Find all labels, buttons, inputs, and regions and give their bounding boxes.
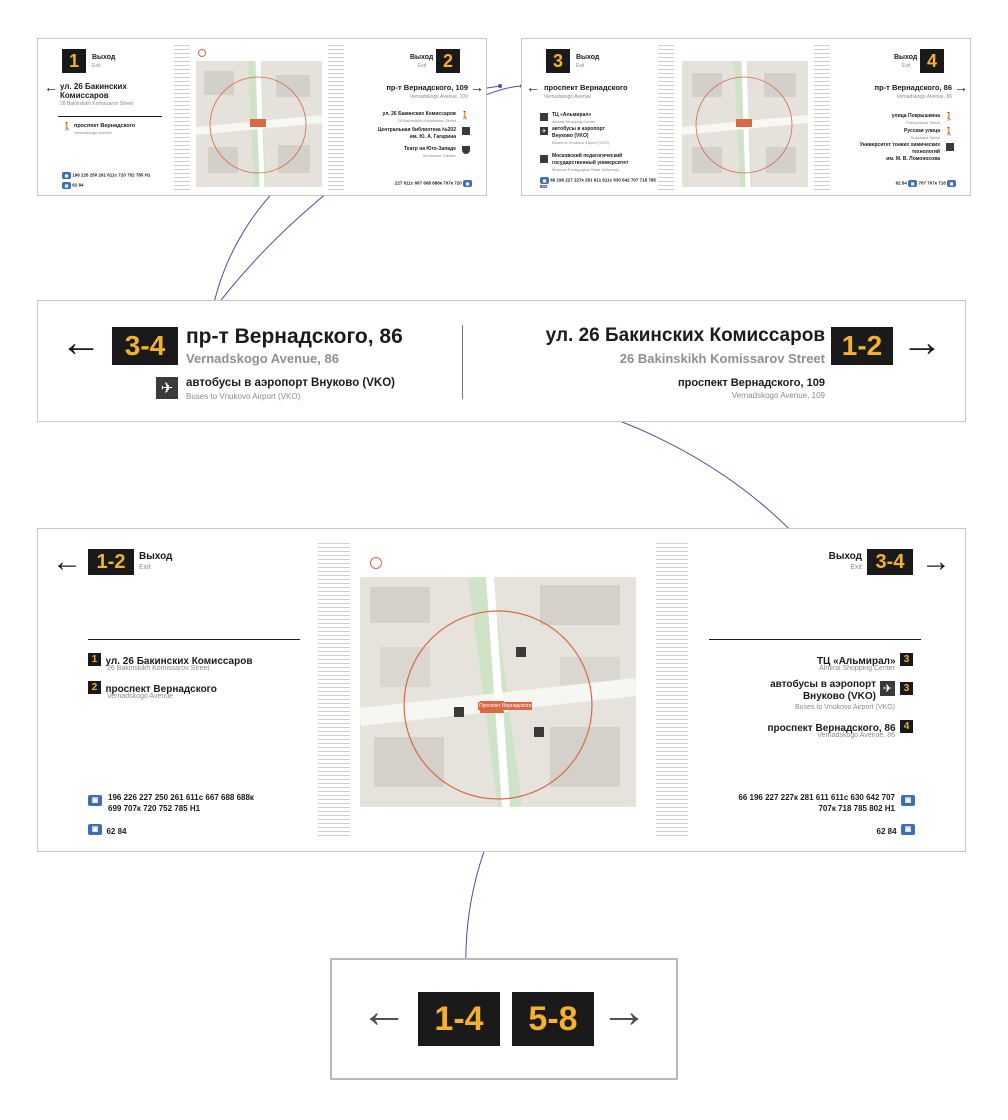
arrow-left-icon: ←	[44, 79, 58, 95]
poi-2-line-2: им. Ю. А. Гагарина	[409, 134, 456, 140]
street-index-list	[656, 543, 688, 839]
street-name: ул. 26 Бакинских Комиссаров	[60, 82, 127, 100]
exit-title-lat: Exit	[92, 63, 101, 69]
walk-icon: 🚶	[62, 122, 72, 131]
street-index-list	[814, 45, 830, 191]
arrow-right-icon: →	[954, 79, 968, 95]
poi-3: Московский педагогический	[552, 153, 623, 159]
right-poi: проспект Вернадского, 109	[678, 377, 825, 389]
poi-2-lat: Buses to Vnukovo Airport (VKO)	[552, 140, 610, 145]
bus-icon: ▣	[463, 180, 472, 187]
poi-2: Центральная библиотека №202	[377, 127, 456, 133]
exit-number-badge: 3	[900, 682, 913, 695]
poi-3-lat: Moscow Pedagogical State University	[552, 167, 619, 172]
direction-sign-panel	[37, 300, 966, 422]
exit-title: Выход	[894, 54, 918, 61]
airplane-icon: ✈	[541, 128, 547, 135]
poi-3-line-3: им. М. В. Ломоносова	[886, 156, 940, 162]
bus-routes-row: ▣ 66 196 227 227к 281 611 611с 630 642 707 718 785 802	[540, 177, 656, 189]
trolleybus-icon: ▣	[908, 180, 917, 187]
trolley-routes-row: ▣ 62 84	[62, 182, 84, 189]
university-icon	[540, 155, 548, 163]
exit-number-badge: 1	[62, 49, 86, 73]
divider	[58, 116, 162, 117]
street-index-list	[658, 45, 674, 191]
poi-1-lat: Almiral Shopping Center	[552, 119, 596, 124]
university-icon	[946, 143, 954, 151]
poi-label: проспект Вернадского	[74, 123, 136, 129]
exit-item-1-label: ТЦ «Альмирал»	[816, 656, 896, 667]
shop-icon	[540, 113, 548, 121]
street-name: пр-т Вернадского, 86	[874, 83, 952, 92]
street-name-lat: Vernadskogo Avenue	[544, 94, 592, 100]
bus-routes-row: ▣ 196 226 250 261 611с 720 752 785 Н1	[62, 172, 150, 179]
left-street-name: пр-т Вернадского, 86	[186, 325, 403, 348]
exit-range-badge: 1-2	[88, 549, 134, 575]
platform-range-badge: 5-8	[512, 992, 594, 1046]
exit-item-2-label: проспект Вернадского	[105, 684, 217, 695]
street-name-lat: Vernadskogo Avenue, 109	[409, 94, 468, 100]
left-street-name-lat: Vernadskogo Avenue, 86	[186, 351, 339, 366]
exit-number-badge: 3	[546, 49, 570, 73]
exit-range-badge: 3-4	[112, 327, 178, 365]
right-street-name: ул. 26 Бакинских Комиссаров	[545, 325, 825, 346]
poi-1: ул. 26 Бакинских Комиссаров	[382, 111, 456, 117]
map-station-label: Проспект Вернадского	[479, 703, 532, 709]
bus-routes-row: 62 84 ▣ 707 707к 718 ▣	[896, 180, 956, 187]
bus-icon: ▣	[947, 180, 956, 187]
arrow-right-icon: →	[470, 79, 484, 95]
trolley-routes: ▣ 62 84	[88, 821, 126, 839]
trolley-routes: 62 84 ▣	[877, 821, 915, 839]
arrow-left-icon: ←	[60, 318, 102, 365]
street-name: проспект Вернадского	[544, 83, 628, 92]
walk-icon: 🚶	[944, 127, 954, 136]
right-street-name-lat: 26 Bakinskikh Komissarov Street	[619, 351, 825, 366]
exit-title-lat: Exit	[139, 564, 151, 571]
arrow-left-icon: ←	[360, 985, 408, 1038]
platform-range-badge: 1-4	[418, 992, 500, 1046]
exit-title: Выход	[139, 551, 173, 562]
street-index-list	[328, 45, 344, 191]
poi-2: автобусы в аэропорт	[552, 126, 605, 132]
street-name: пр-т Вернадского, 109	[386, 83, 468, 92]
trolleybus-icon: ▣	[62, 182, 71, 189]
divider	[709, 639, 921, 640]
exit-item-2-label-line-2: Внуково (VKO)	[802, 691, 876, 702]
arrow-right-icon: →	[921, 545, 951, 578]
exit-item-1-lat: Almiral Shopping Center	[819, 665, 895, 672]
left-poi: автобусы в аэропорт Внуково (VKO)	[186, 377, 396, 389]
bus-icon: ▣	[540, 177, 549, 184]
exit-number-badge: 4	[900, 720, 913, 733]
trolleybus-icon: ▣	[901, 824, 915, 835]
poi-1-lat: 26 Bakinskikh Komissarov Street	[397, 118, 456, 123]
exit-item-2-label: автобусы в аэропорт	[770, 679, 876, 690]
area-map	[196, 61, 322, 187]
exit-sign-3-4-panel	[521, 38, 971, 196]
right-poi-lat: Vernadskogo Avenue, 109	[731, 391, 825, 400]
north-marker-icon	[198, 49, 206, 57]
bus-routes-line-1: 66 196 227 227к 281 611 611с 630 642 707	[738, 793, 895, 802]
center-divider	[462, 325, 463, 399]
poi-1-lat: Pokryshkina Street	[906, 120, 940, 125]
poi-1: ТЦ «Альмирал»	[552, 112, 592, 118]
exit-number-badge: 3	[900, 653, 913, 666]
left-poi-lat: Buses to Vnukovo Airport (VKO)	[186, 392, 301, 401]
arrow-right-icon: →	[901, 318, 943, 365]
bus-routes-line-1: 196 226 227 250 261 611с 667 688 688к	[108, 793, 254, 802]
poi-2-line-2: Внуково (VKO)	[552, 133, 589, 139]
airplane-icon: ✈	[880, 681, 895, 696]
exit-title: Выход	[828, 551, 862, 562]
poi-3: Театр на Юго-Западе	[403, 146, 456, 152]
exit-item-3-label: проспект Вернадского, 86	[767, 723, 896, 734]
exit-item-3-lat: Vernadskogo Avenue, 86	[817, 732, 895, 739]
exit-range-badge: 1-2	[831, 327, 893, 365]
platform-direction-sign-panel	[330, 958, 678, 1080]
arrow-left-icon: ←	[52, 545, 82, 578]
bus-routes-line-2: 699 707к 720 752 785 Н1	[108, 804, 201, 813]
airplane-icon: ✈	[156, 377, 178, 399]
exit-number-badge: 2	[88, 681, 101, 694]
exit-title: Выход	[410, 54, 434, 61]
map-graphic	[360, 577, 636, 807]
exit-title: Выход	[576, 54, 600, 61]
exit-title-lat: Exit	[850, 564, 862, 571]
exit-number-badge: 2	[436, 49, 460, 73]
walk-icon: 🚶	[944, 112, 954, 121]
street-name-lat: Vernadskogo Avenue, 86	[896, 94, 952, 100]
exit-item-1-lat: 26 Bakinskikh Komissarov Street	[107, 665, 210, 672]
exit-range-badge: 3-4	[867, 549, 913, 575]
arrow-right-icon: →	[600, 985, 648, 1038]
trolleybus-icon: ▣	[88, 824, 102, 835]
poi-1: улица Покрышкина	[891, 113, 940, 119]
bus-icon: ▣	[62, 172, 71, 179]
map-graphic	[682, 61, 808, 187]
poi-label-lat: Vernadskogo Avenue	[74, 130, 112, 135]
exit-item-1-label: ул. 26 Бакинских Комиссаров	[105, 656, 253, 667]
bus-routes-line-2: 707к 718 785 802 Н1	[818, 804, 895, 813]
poi-2-lat: Russkaya Street	[910, 135, 940, 140]
area-map	[682, 61, 808, 187]
exit-title-lat: Exit	[418, 63, 427, 69]
walk-icon: 🚶	[460, 111, 470, 120]
street-index-list	[318, 543, 350, 839]
exit-item-2-lat: Vernadskogo Avenue	[107, 693, 174, 700]
divider	[88, 639, 300, 640]
exit-title-lat: Exit	[576, 63, 585, 69]
poi-3-line-2: государственный университет	[552, 160, 629, 166]
bus-icon: ▣	[88, 795, 102, 806]
exit-sign-1-2-panel	[37, 38, 487, 196]
exit-number-badge: 1	[88, 653, 101, 666]
exit-title-lat: Exit	[902, 63, 911, 69]
poi-3: Университет тонких химических	[859, 142, 940, 148]
street-index-list	[174, 45, 190, 191]
arrow-left-icon: ←	[526, 79, 540, 95]
poi-3-line-2: технологий	[911, 149, 940, 155]
poi-3-lat: Southwest Theater	[422, 153, 456, 158]
north-marker-icon	[370, 557, 382, 569]
area-map	[360, 577, 636, 807]
exit-title: Выход	[92, 54, 116, 61]
poi-2: Русская улица	[903, 128, 940, 134]
map-graphic	[196, 61, 322, 187]
exit-number-badge: 4	[920, 49, 944, 73]
theater-icon	[462, 146, 470, 154]
library-icon	[462, 127, 470, 135]
bus-routes-row: 227 611с 667 688 688к 707к 720 ▣	[395, 180, 472, 187]
street-name-lat: 26 Bakinskikh Komissarov Street	[60, 101, 134, 107]
bus-icon: ▣	[901, 795, 915, 806]
exit-item-2-lat: Buses to Vnukovo Airport (VKO)	[795, 704, 895, 711]
wide-exit-sign-panel	[37, 528, 966, 852]
